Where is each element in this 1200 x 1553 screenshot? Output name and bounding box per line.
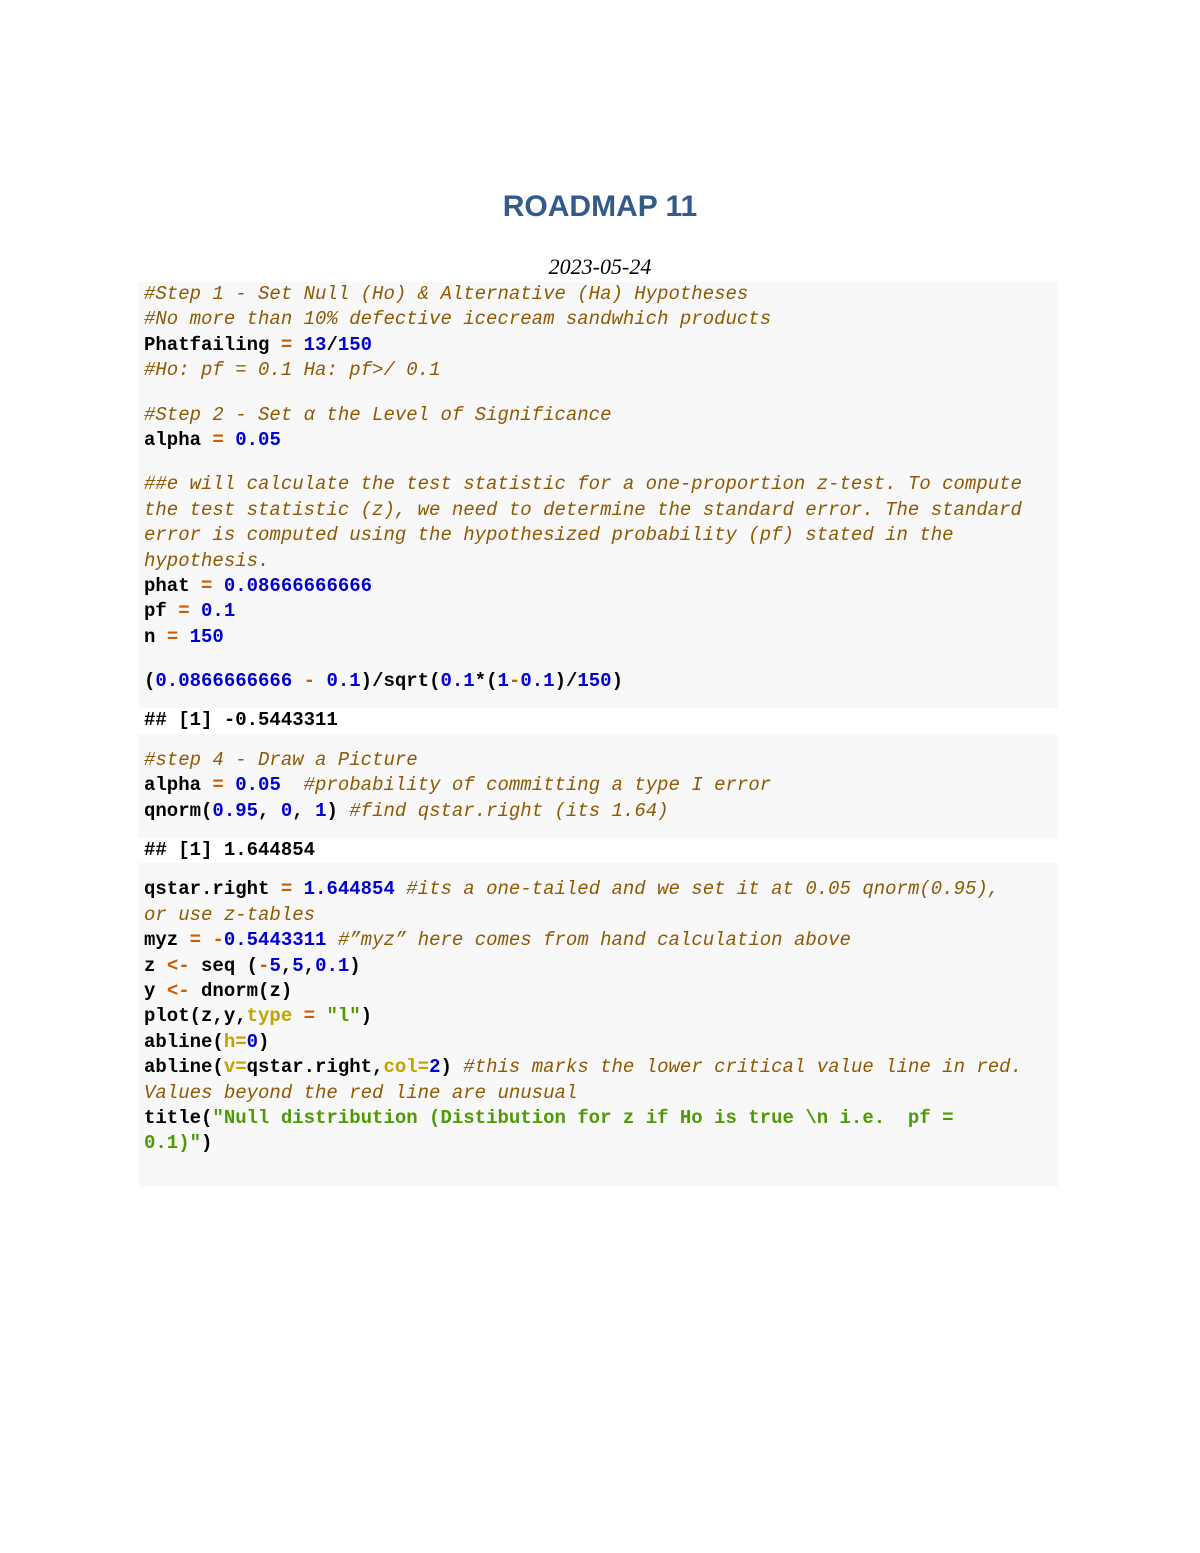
code-line: #step 4 - Draw a Picture: [144, 748, 418, 771]
code-block: [138, 282, 1058, 1187]
code-line: abline(v=qstar.right,col=2) #this marks the lower critical value line in red.: [144, 1056, 1022, 1079]
code-line: Phatfailing = 13/150: [144, 333, 373, 356]
code-line: title("Null distribution (Distibution for z if Ho is true \n i.e. pf =: [144, 1106, 954, 1129]
code-line: plot(z,y,type = "l"): [144, 1005, 373, 1028]
code-line: #Step 2 - Set α the Level of Significance: [144, 403, 612, 426]
code-line: or use z-tables: [144, 903, 316, 926]
code-line: qnorm(0.95, 0, 1) #find qstar.right (its 1.64): [144, 799, 669, 822]
code-line: n = 150: [144, 625, 224, 648]
code-line: qstar.right = 1.644854 #its a one-tailed and we set it at 0.05 qnorm(0.95),: [144, 878, 1000, 901]
code-line: pf = 0.1: [144, 600, 236, 623]
code-line: hypothesis.: [144, 549, 270, 572]
code-line: alpha = 0.05 #probability of committing a type I error: [144, 774, 772, 797]
document-date: 2023-05-24: [548, 254, 652, 279]
code-line: abline(h=0): [144, 1030, 270, 1053]
code-output: ## [1] 1.644854: [138, 838, 1058, 863]
code-line: Values beyond the red line are unusual: [144, 1081, 578, 1104]
code-line: phat = 0.08666666666: [144, 574, 373, 597]
code-output: ## [1] -0.5443311: [138, 708, 1058, 733]
code-line: ##e will calculate the test statistic for a one-proportion z-test. To compute: [144, 473, 1022, 496]
code-line: y <- dnorm(z): [144, 979, 293, 1002]
code-line: (0.0866666666 - 0.1)/sqrt(0.1*(1-0.1)/150): [144, 670, 623, 693]
code-line: alpha = 0.05: [144, 428, 281, 451]
code-line: error is computed using the hypothesized probability (pf) stated in the: [144, 524, 954, 547]
code-line: 0.1)"): [144, 1132, 213, 1155]
code-line: z <- seq (-5,5,0.1): [144, 954, 361, 977]
code-line: #No more than 10% defective icecream sandwhich products: [144, 308, 772, 331]
code-line: #Ho: pf = 0.1 Ha: pf>/ 0.1: [144, 359, 441, 382]
code-line: #Step 1 - Set Null (Ho) & Alternative (Ha) Hypotheses: [144, 283, 749, 305]
code-line: the test statistic (z), we need to determine the standard error. The standard: [144, 498, 1022, 521]
code-line: myz = -0.5443311 #”myz” here comes from hand calculation above: [144, 929, 851, 952]
document-title: ROADMAP 11: [502, 190, 698, 223]
